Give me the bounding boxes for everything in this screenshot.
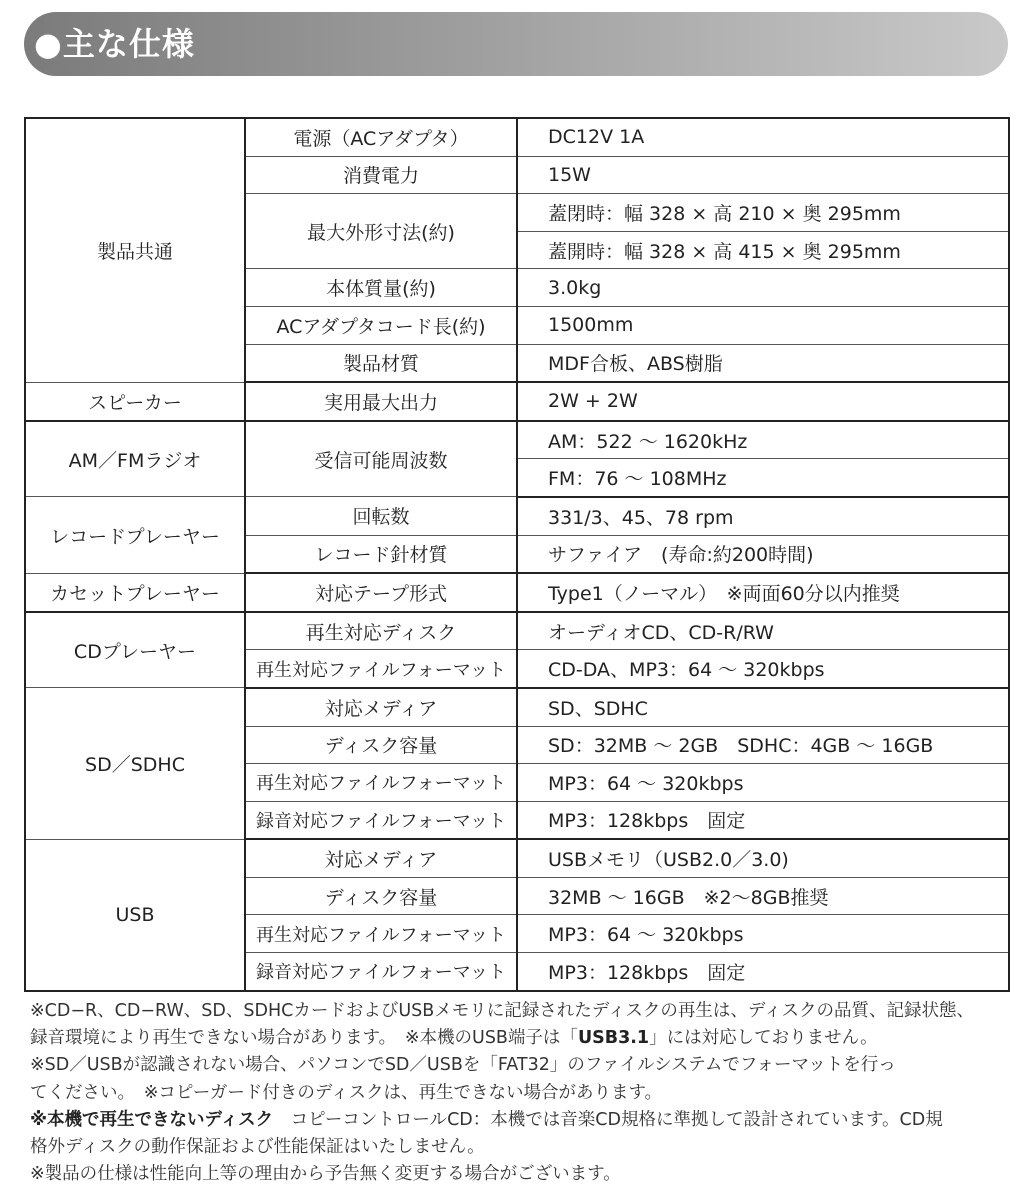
unplayable-disc-heading: ※本機で再生できないディスク [30,1109,274,1130]
spec-item: 録音対応ファイルフォーマット [245,801,517,839]
spec-value: 32MB 〜 16GB ※2〜8GB推奨 [517,877,1009,915]
spec-item: 再生対応ディスク [245,612,517,650]
category-usb: USB [25,839,245,990]
spec-value: 2W + 2W [517,382,1009,421]
spec-item: 対応テープ形式 [245,573,517,612]
spec-item: 本体質量(約) [245,269,517,307]
spec-value: DC12V 1A [517,118,1009,156]
spec-value: SD、SDHC [517,688,1009,726]
spec-value: SD：32MB 〜 2GB SDHC：4GB 〜 16GB [517,726,1009,764]
spec-item: 再生対応ファイルフォーマット [245,764,517,802]
spec-value: Type1（ノーマル） ※両面60分以内推奨 [517,573,1009,612]
category-product-common: 製品共通 [25,118,245,382]
spec-table [24,117,1010,992]
spec-item: ディスク容量 [245,726,517,764]
note-line: てください。 ※コピーガード付きのディスクは、再生できない場合があります。 [30,1082,663,1103]
spec-value: オーディオCD、CD-R/RW [517,612,1009,650]
spec-value: 15W [517,156,1009,194]
spec-item: ACアダプタコード長(約) [245,306,517,344]
spec-item: 実用最大出力 [245,382,517,421]
spec-item: ディスク容量 [245,877,517,915]
note-line: ※SD／USBが認識されない場合、パソコンでSD／USBを「FAT32」のファイルシステムでフォーマットを行っ [30,1055,896,1076]
spec-item: 回転数 [245,497,517,535]
spec-value: 蓋開時：幅 328 × 高 415 × 奥 295mm [517,231,1009,269]
note-line: 格外ディスクの動作保証および性能保証はいたしません。 [30,1137,485,1158]
notes-section [30,998,1005,1188]
category-record-player: レコードプレーヤー [25,497,245,573]
spec-item: 対応メディア [245,688,517,726]
spec-item: 録音対応ファイルフォーマット [245,953,517,991]
note-text: 録音環境により再生できない場合があります。 ※本機のUSB端子は「 [30,1028,578,1049]
spec-item: レコード針材質 [245,535,517,573]
spec-item: 最大外形寸法(約) [245,194,517,269]
spec-item: 受信可能周波数 [245,421,517,497]
spec-item: 電源（ACアダプタ） [245,118,517,156]
note-text: 」には対応しておりません。 [649,1028,878,1049]
category-radio: AM／FMラジオ [25,421,245,497]
category-speaker: スピーカー [25,382,245,421]
note-line: ※製品の仕様は性能向上等の理由から予告無く変更する場合がございます。 [30,1164,621,1185]
spec-item: 再生対応ファイルフォーマット [245,915,517,953]
spec-value: USBメモリ（USB2.0／3.0) [517,839,1009,877]
spec-item: 対応メディア [245,839,517,877]
spec-value: サファイア (寿命:約200時間) [517,535,1009,573]
note-line: ※CD−R、CD−RW、SD、SDHCカードおよびUSBメモリに記録されたディスクの再生は、ディスクの品質、記録状態、 [30,1001,974,1021]
spec-value: 331/3、45、78 rpm [517,497,1009,535]
usb-version-emphasis: USB3.1 [577,1028,650,1049]
spec-value: MP3：128kbps 固定 [517,801,1009,839]
spec-value: 3.0kg [517,269,1009,307]
page-title: ●主な仕様 [34,25,195,63]
note-line [30,1107,1005,1134]
spec-value: MP3：64 〜 320kbps [517,915,1009,953]
spec-item: 再生対応ファイルフォーマット [245,650,517,688]
spec-value: MDF合板、ABS樹脂 [517,344,1009,382]
category-cd-player: CDプレーヤー [25,612,245,688]
spec-value: CD-DA、MP3：64 〜 320kbps [517,650,1009,688]
category-cassette-player: カセットプレーヤー [25,573,245,612]
spec-value: 蓋閉時：幅 328 × 高 210 × 奥 295mm [517,194,1009,232]
spec-value: MP3：128kbps 固定 [517,953,1009,991]
spec-item: 消費電力 [245,156,517,194]
note-line [30,1025,1005,1052]
spec-value: FM：76 〜 108MHz [517,459,1009,497]
spec-item: 製品材質 [245,344,517,382]
category-sd-sdhc: SD／SDHC [25,688,245,839]
spec-value: 1500mm [517,306,1009,344]
spec-value: AM：522 〜 1620kHz [517,421,1009,459]
spec-value: MP3：64 〜 320kbps [517,764,1009,802]
note-text: コピーコントロールCD：本機では音楽CD規格に準拠して設計されています。CD規 [273,1109,943,1130]
